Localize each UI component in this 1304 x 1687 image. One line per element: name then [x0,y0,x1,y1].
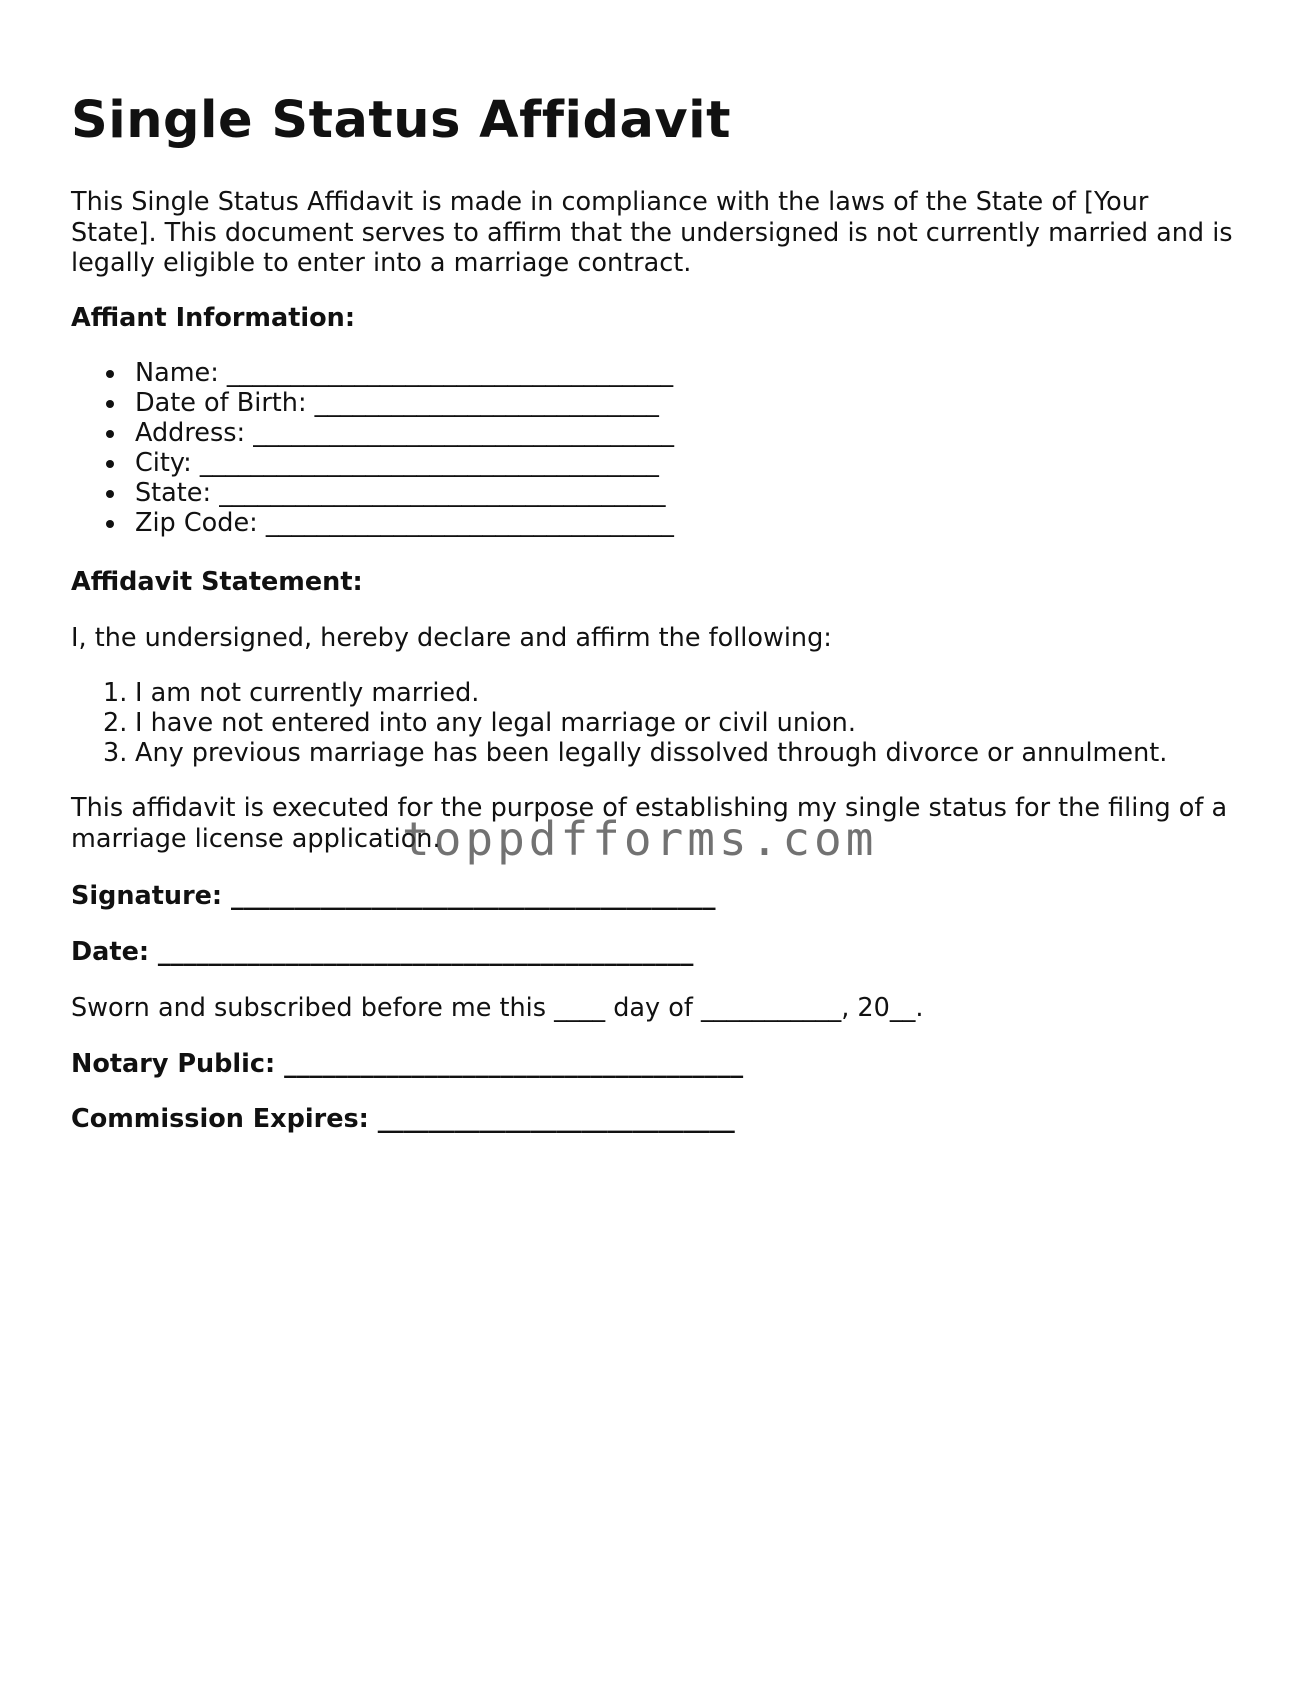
field-zip-code: Zip Code: ________________________________ [71,508,1241,538]
document-title: Single Status Affidavit [71,91,732,150]
purpose-paragraph: This affidavit is executed for the purpose of establishing my single status for the filing of a marriage license application. [71,793,1228,854]
claim-number: 1. [103,678,128,708]
intro-paragraph: This Single Status Affidavit is made in compliance with the laws of the State of [Your State]. This document serves to affirm that the undersigned is not currently married and is legally eligible to enter into a marriage contract. [71,187,1233,278]
claim-item: 1. I am not currently married. [103,678,480,708]
claim-number: 2. [103,708,128,738]
bullet-icon [106,490,114,498]
bullet-icon [106,430,114,438]
statement-heading: Affidavit Statement: [71,567,363,597]
claims-list [71,678,1241,768]
sworn-line: Sworn and subscribed before me this ____ day of ___________, 20__. [71,993,924,1023]
bullet-icon [106,460,114,468]
signature-line: Signature: ______________________________________ [71,881,716,911]
watermark: toppdfforms.com [402,812,878,866]
declaration-text: I, the undersigned, hereby declare and affirm the following: [71,623,832,653]
bullet-icon [106,400,114,408]
bullet-icon [106,370,114,378]
commission-expires-line: Commission Expires: ____________________________ [71,1104,735,1134]
affiant-fields-list [71,358,1241,538]
bullet-icon [106,520,114,528]
date-line: Date: __________________________________________ [71,937,694,967]
field-state: State: ___________________________________ [71,478,1241,508]
field-city: City: ____________________________________ [71,448,1241,478]
claim-item: 2. I have not entered into any legal marriage or civil union. [103,708,856,738]
field-date-of-birth: Date of Birth: ___________________________ [71,388,1241,418]
claim-item: 3. Any previous marriage has been legally dissolved through divorce or annulment. [103,738,1168,768]
field-name: Name: ___________________________________ [71,358,1241,388]
affiant-heading: Affiant Information: [71,303,356,333]
field-address: Address: _________________________________ [71,418,1241,448]
claim-number: 3. [103,738,128,768]
notary-public-line: Notary Public: ____________________________________ [71,1049,744,1079]
